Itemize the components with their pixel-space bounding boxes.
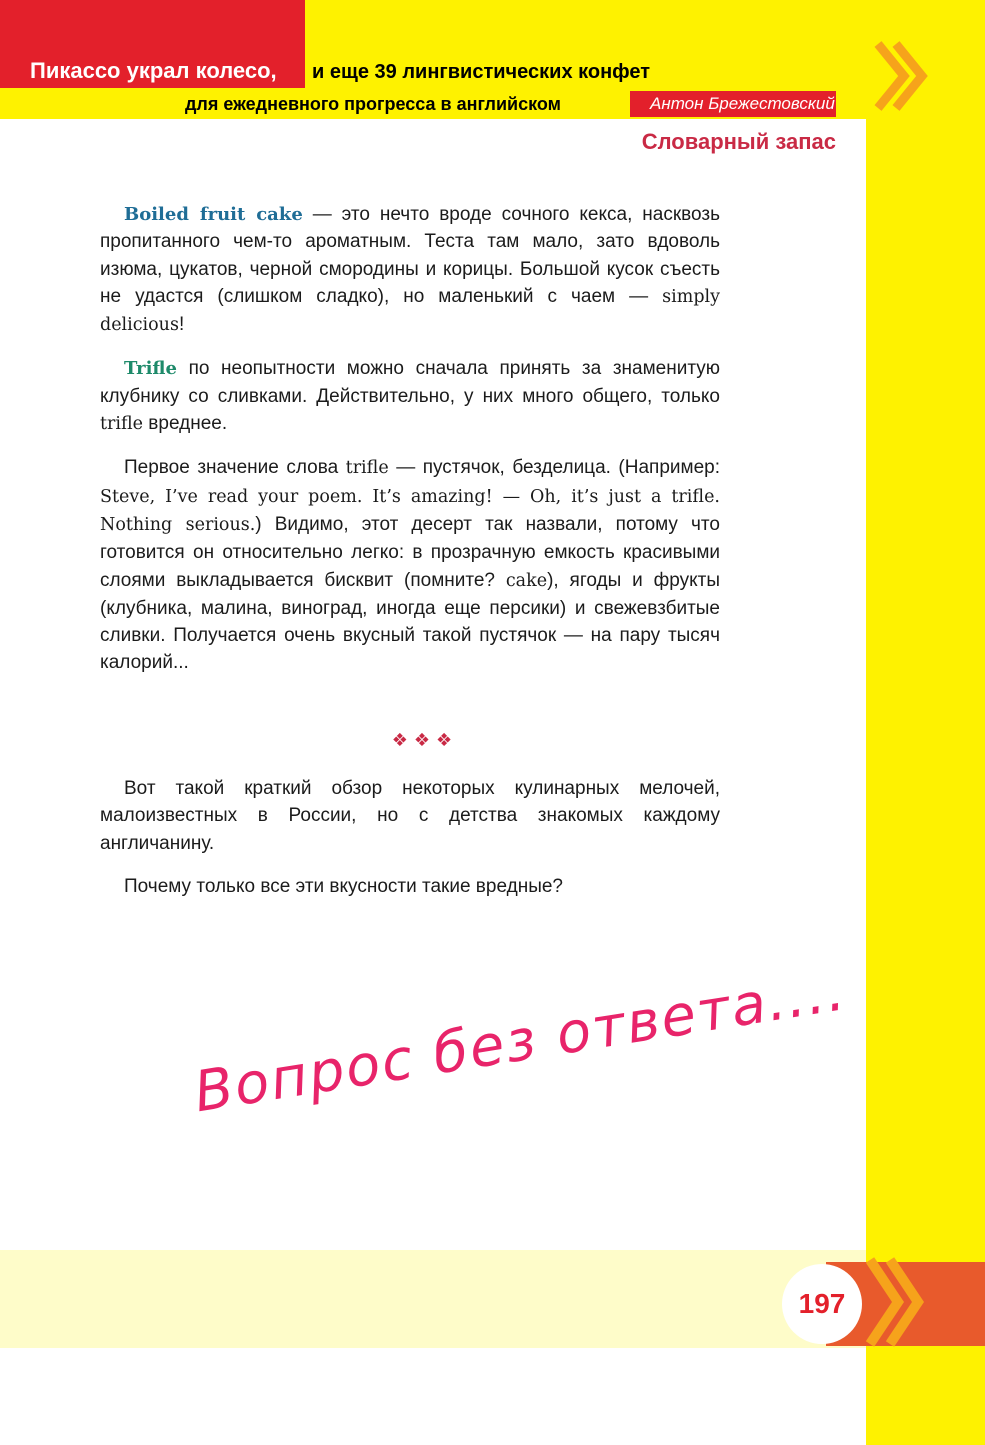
paragraph3-en2: Steve, I’ve read your poem. It’s amazing! — Oh, it’s just a trifle. Nothing serious. (100, 486, 720, 535)
paragraph2-text-b: вреднее. (143, 413, 228, 435)
paragraph1-english: simply delicious (100, 286, 720, 336)
section-title: Словарный запас (641, 129, 836, 154)
paragraph3-d: ), ягоды и фрукты (клубника, малина, виноград, иногда еще персики) и свежевзбитые сливки. Получается очень вкусный такой пустячок — на пару тысяч калорий... (100, 569, 720, 674)
book-author: Антон Брежестовский (650, 94, 835, 113)
paragraph1-end: ! (178, 314, 185, 336)
term-boiled-fruit-cake: Boiled fruit cake (124, 204, 303, 225)
paragraph1-text: — это нечто вроде сочного кекса, насквозь пропитанного чем-то ароматным. Теста там мало, зато вдоволь изюма, цукатов, черной смородины и корицы. Большой кусок съесть не удастся (слишком сладко), но маленький с чаем — (100, 204, 721, 307)
book-subtitle: для ежедневного прогресса в английском (185, 94, 561, 114)
paragraph-trifle (100, 355, 720, 438)
paragraph-question: Почему только все эти вкусности такие вредные? (124, 875, 563, 897)
paragraph3-en1: trifle (345, 458, 389, 479)
right-color-strip (866, 0, 985, 1445)
paragraph2-text-a: по неопытности можно сначала принять за знаменитую клубнику со сливками. Действительно, у них много общего, только (100, 358, 720, 407)
handwritten-note (180, 950, 851, 1126)
chevron-right-icon (862, 1252, 926, 1352)
book-title-main: Пикассо украл колесо, (30, 58, 277, 83)
paragraph-boiled-fruit-cake (100, 201, 720, 339)
paragraph-summary: Вот такой краткий обзор некоторых кулинарных мелочей, малоизвестных в России, но с детства знакомых каждому англичанину. (100, 778, 720, 854)
paragraph3-b: — пустячок, безделица. (Например: (388, 457, 720, 479)
paragraph3-en3: cake (505, 570, 548, 591)
article-conclusion (100, 775, 720, 916)
svg-text:Вопрос без ответа....: Вопрос без ответа.... (189, 958, 851, 1126)
paragraph2-english: trifle (100, 414, 144, 435)
page-number: 197 (798, 1288, 846, 1319)
paragraph3-a: Первое значение слова (124, 457, 346, 479)
paragraph-trifle-meaning (100, 454, 720, 676)
paragraph3-c: ) Видимо, этот десерт так назвали, потому что готовится он относительно легко: в прозрачную емкость красивыми слоями выкладывается бисквит (помните? (100, 513, 720, 591)
book-title-rest: и еще 39 лингвистических конфет (312, 61, 651, 83)
term-trifle: Trifle (124, 358, 177, 380)
footer-band (0, 1250, 866, 1348)
article-body (100, 201, 720, 693)
section-divider: ❖❖❖ (391, 730, 459, 750)
chevron-right-icon (872, 38, 932, 114)
